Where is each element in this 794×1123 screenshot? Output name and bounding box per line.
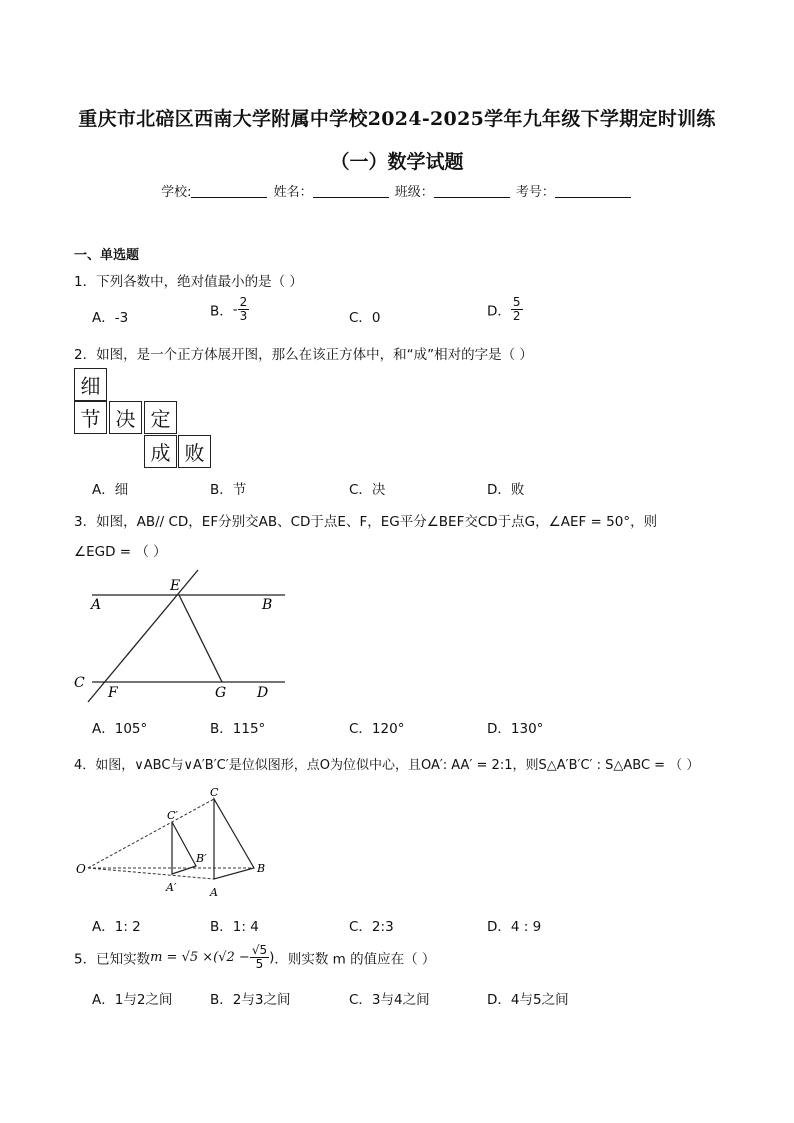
q1-d-denominator: 2 bbox=[512, 309, 521, 323]
label-o: O bbox=[76, 862, 86, 876]
q5-option-d[interactable]: D．4与5之间 bbox=[487, 992, 569, 1008]
q5-denominator: 5 bbox=[255, 957, 264, 971]
q3-option-a[interactable]: A．105° bbox=[92, 721, 148, 737]
label-b: B bbox=[262, 597, 273, 613]
q4-option-a[interactable]: A．1: 2 bbox=[92, 919, 141, 935]
school-blank[interactable] bbox=[191, 184, 267, 198]
label-c: C bbox=[74, 675, 85, 691]
name-blank[interactable] bbox=[313, 184, 389, 198]
label-a: A bbox=[91, 597, 102, 613]
label-a-prime: A′ bbox=[166, 881, 177, 894]
exam-no-label: 考号： bbox=[515, 185, 555, 200]
net-cell-ding: 定 bbox=[144, 401, 177, 434]
q4-option-d[interactable]: D．4 : 9 bbox=[487, 919, 542, 935]
q3-stem-line1: 3．如图，AB// CD，EF分别交AB、CD于点E、F，EG平分∠BEF交CD于点G，∠AEF = 50°，则 bbox=[74, 514, 658, 530]
q2-option-c[interactable]: C．决 bbox=[349, 482, 386, 498]
net-cell-xi: 细 bbox=[74, 368, 107, 401]
q1-option-b-sign: - bbox=[232, 301, 238, 318]
q1-option-d-label: D． bbox=[487, 303, 511, 320]
triangle-abc bbox=[214, 799, 254, 879]
class-blank[interactable] bbox=[434, 184, 510, 198]
label-f: F bbox=[108, 685, 118, 701]
q1-b-numerator: 2 bbox=[239, 295, 248, 309]
label-c-prime: C′ bbox=[167, 809, 178, 822]
class-label: 班级： bbox=[394, 185, 434, 200]
q4-option-c[interactable]: C．2:3 bbox=[349, 919, 394, 935]
q1-option-d-fraction bbox=[511, 296, 523, 323]
q5-option-c[interactable]: C．3与4之间 bbox=[349, 992, 430, 1008]
q3-option-d[interactable]: D．130° bbox=[487, 721, 544, 737]
q3-figure bbox=[70, 566, 290, 706]
q5-expression-fraction bbox=[250, 944, 269, 971]
school-label: 学校: bbox=[161, 185, 192, 200]
q2-stem: 2．如图，是一个正方体展开图，那么在该正方体中，和“成”相对的字是（ ） bbox=[74, 347, 533, 363]
q5-expression-b: ) bbox=[269, 949, 275, 966]
label-g: G bbox=[215, 685, 227, 701]
net-cell-jie: 节 bbox=[74, 401, 107, 434]
page-title-line2: （一）数学试题 bbox=[330, 151, 464, 173]
label-e: E bbox=[170, 578, 181, 594]
cube-net-figure bbox=[74, 368, 214, 470]
dashed-oa bbox=[88, 868, 214, 879]
q5-stem-pre: 5．已知实数 bbox=[74, 951, 151, 968]
section-header: 一、单选题 bbox=[74, 248, 140, 263]
q3-option-c[interactable]: C．120° bbox=[349, 721, 405, 737]
q2-option-a[interactable]: A．细 bbox=[92, 482, 129, 498]
line-eg bbox=[179, 595, 222, 682]
q4-figure bbox=[70, 784, 280, 904]
label-b: B bbox=[257, 862, 266, 875]
q4-option-b[interactable]: B．1: 4 bbox=[210, 919, 259, 935]
student-info-line bbox=[0, 181, 794, 200]
q1-d-numerator: 5 bbox=[512, 295, 521, 309]
q5-option-b[interactable]: B．2与3之间 bbox=[210, 992, 291, 1008]
q4-stem: 4．如图，∨ABC与∨A′B′C′是位似图形，点O为位似中心，且OA′: AA′ = 2:1，则S△A′B′C′ : S△ABC = （ ） bbox=[74, 758, 700, 773]
q3-option-b[interactable]: B．115° bbox=[210, 721, 266, 737]
q5-expression-a: m = √5 ×(√2 − bbox=[150, 950, 250, 965]
q5-stem bbox=[74, 944, 435, 971]
q1-option-b-label: B． bbox=[210, 303, 233, 320]
net-cell-jue: 决 bbox=[109, 401, 142, 434]
page-title-line1: 重庆市北碚区西南大学附属中学校2024-2025学年九年级下学期定时训练 bbox=[78, 108, 716, 130]
q3-stem-line2: ∠EGD = （ ） bbox=[74, 544, 167, 560]
label-c: C bbox=[210, 786, 219, 799]
q1-option-a[interactable]: A．-3 bbox=[92, 310, 129, 326]
net-cell-cheng: 成 bbox=[144, 435, 177, 468]
label-b-prime: B′ bbox=[196, 852, 207, 865]
q1-option-d[interactable] bbox=[487, 296, 523, 323]
net-cell-bai: 败 bbox=[178, 435, 211, 468]
q5-stem-post: ．则实数 m 的值应在（ ） bbox=[274, 951, 436, 968]
q1-b-denominator: 3 bbox=[239, 309, 248, 323]
triangle-a1b1c1 bbox=[172, 822, 196, 874]
q2-option-d[interactable]: D．败 bbox=[487, 482, 525, 498]
label-a: A bbox=[210, 886, 218, 899]
exam-no-blank[interactable] bbox=[555, 184, 631, 198]
label-d: D bbox=[257, 685, 269, 701]
q1-stem: 1．下列各数中，绝对值最小的是（ ） bbox=[74, 274, 303, 290]
q5-option-a[interactable]: A．1与2之间 bbox=[92, 992, 173, 1008]
q2-option-b[interactable]: B．节 bbox=[210, 482, 247, 498]
q1-option-b-fraction bbox=[238, 296, 250, 323]
name-label: 姓名： bbox=[273, 185, 313, 200]
q1-option-b[interactable] bbox=[210, 296, 249, 323]
q5-numerator: √5 bbox=[251, 943, 268, 957]
q1-option-c[interactable]: C．0 bbox=[349, 310, 381, 326]
